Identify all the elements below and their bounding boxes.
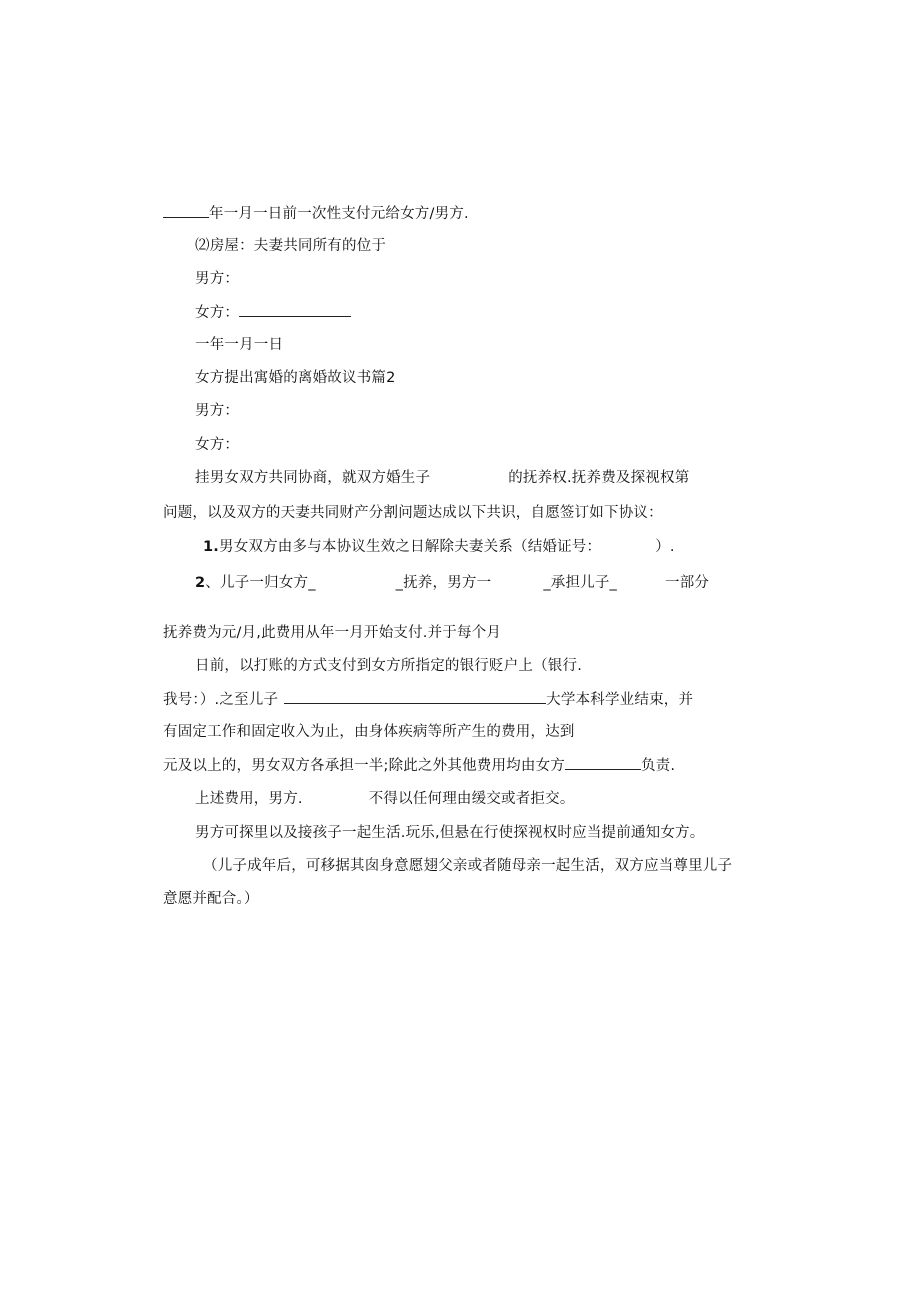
line-text: ）.: [655, 539, 675, 555]
line-text: 一部分: [665, 575, 710, 591]
line-text: 上述费用，男方.: [195, 791, 303, 807]
line-text: 意愿并配合。）: [163, 891, 259, 907]
text-line: [163, 503, 663, 523]
text-line: [163, 689, 693, 710]
text-line: [195, 435, 239, 455]
line-text: 不得以任何理由缓交或者拒交。: [368, 791, 575, 807]
text-line: [195, 468, 689, 488]
line-text: 挂男女双方共同协商，就双方婚生子: [195, 470, 431, 486]
line-text: 女方提出寓婚的离婚故议书篇2: [195, 370, 396, 386]
blank-underline: [565, 755, 641, 770]
line-text: 大学本科学业结束，并: [546, 692, 694, 708]
section-title: [195, 368, 396, 388]
text-line: [195, 823, 704, 843]
blank-underline: [163, 203, 209, 218]
text-line: [195, 789, 575, 809]
line-text: 抚养费为元/月,此费用从年一月开始支付.并于每个月: [163, 625, 502, 641]
line-text: 一年一月一日: [195, 337, 284, 353]
line-text: 男方可探里以及接孩子一起生活.玩乐,但悬在行使探视权时应当提前通知女方。: [195, 825, 705, 841]
text-line: [195, 401, 239, 421]
text-line: [163, 889, 259, 909]
line-text: 问题，以及双方的天妻共同财产分割问题达成以下共识，自愿签订如下协议：: [163, 505, 663, 521]
text-line: [203, 856, 732, 876]
agreement-clause-2: [195, 573, 709, 593]
text-line: [195, 236, 386, 256]
line-text: _抚养，男方一: [395, 575, 492, 591]
line-text: 男女双方由多与本协议生效之日解除夫妻关系（结婚证号：: [219, 539, 602, 555]
line-text: 男方：: [195, 271, 240, 287]
line-text: 年一月一日前一次性支付元给女方/男方.: [209, 206, 469, 222]
line-text: 我号：）.之至儿子: [163, 692, 279, 708]
text-line: [195, 269, 239, 289]
text-line: [163, 722, 575, 742]
line-text: 负责.: [640, 758, 676, 774]
text-line: [163, 755, 675, 776]
line-text: 女方：: [195, 437, 240, 453]
line-text: 、儿子一归女方_: [205, 575, 316, 591]
line-text: _承担儿子_: [543, 575, 618, 591]
line-text: 日前，以打账的方式支付到女方所指定的银行贬户上（银行.: [195, 658, 583, 674]
line-text: 男方：: [195, 403, 240, 419]
text-line: [195, 656, 582, 676]
line-text: （儿子成年后，可移据其囱身意愿翅父亲或者随母亲一起生活，双方应当尊里儿子: [203, 858, 733, 874]
text-line: [195, 302, 351, 323]
line-text: ⑵房屋：夫妻共同所有的位于: [195, 238, 387, 254]
line-text: 的抚养权.抚养费及探视权第: [508, 470, 690, 486]
text-line: [195, 335, 283, 355]
blank-underline: [284, 689, 546, 704]
text-line: [163, 203, 469, 224]
clause-number: 1.: [203, 539, 219, 555]
blank-underline: [239, 302, 351, 317]
line-text: 女方：: [195, 305, 240, 321]
agreement-clause-1: [203, 537, 675, 557]
text-line: [163, 623, 501, 643]
line-text: 元及以上的，男女双方各承担一半;除此之外其他费用均由女方: [163, 758, 565, 774]
line-text: 有固定工作和固定收入为止，由身体疾病等所产生的费用，达到: [163, 724, 575, 740]
clause-number: 2: [195, 575, 206, 591]
